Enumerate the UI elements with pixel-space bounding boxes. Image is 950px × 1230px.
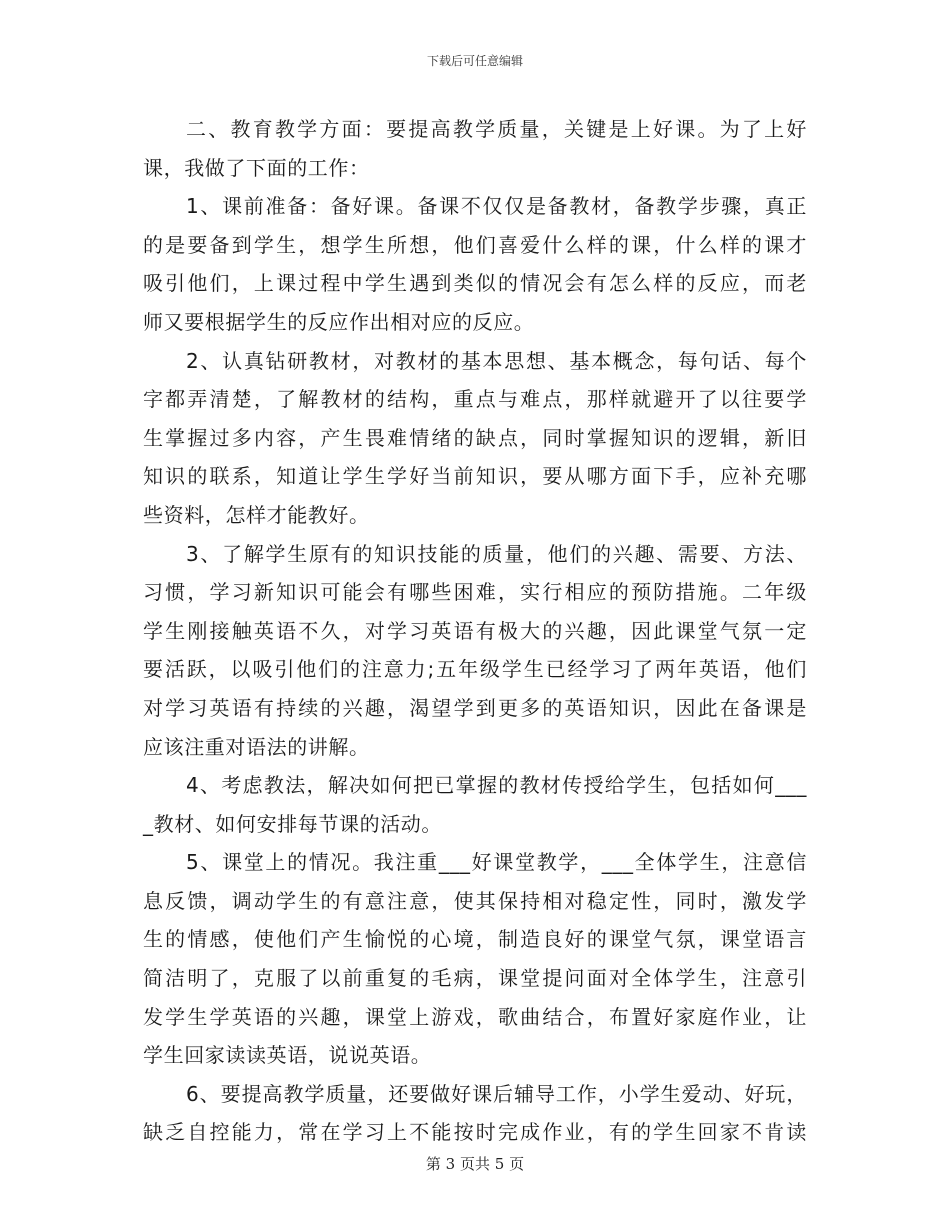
text-line: 应该注重对语法的讲解。 — [143, 734, 370, 759]
text-line: 6、要提高教学质量，还要做好课后辅导工作，小学生爱动、好玩， — [186, 1081, 807, 1106]
text-line: 2、认真钻研教材，对教材的基本思想、基本概念，每句话、每个 — [186, 348, 807, 373]
text-line: 些资料，怎样才能教好。 — [143, 502, 370, 527]
text-line: 1、课前准备：备好课。备课不仅仅是备教材，备教学步骤，真正 — [186, 194, 807, 219]
text-line: 二、教育教学方面：要提高教学质量，关键是上好课。为了上好 — [186, 117, 807, 141]
text-line: 学生刚接触英语不久，对学习英语有极大的兴趣，因此课堂气氛一定 — [143, 618, 807, 643]
text-line: 生的情感，使他们产生愉悦的心境，制造良好的课堂气氛，课堂语言 — [143, 927, 807, 952]
text-line: 要活跃，以吸引他们的注意力;五年级学生已经学习了两年英语，他们 — [143, 657, 807, 682]
text-line: 字都弄清楚，了解教材的结构，重点与难点，那样就避开了以往要学 — [143, 387, 807, 412]
page-header: 下载后可任意编辑 — [426, 54, 523, 68]
text-line: 缺乏自控能力，常在学习上不能按时完成作业，有的学生回家不肯读 — [143, 1120, 807, 1145]
text-line: 生掌握过多内容，产生畏难情绪的缺点，同时掌握知识的逻辑，新旧 — [143, 425, 807, 450]
page-number-footer: 第 3 页共 5 页 — [425, 1155, 525, 1173]
text-line: 3、了解学生原有的知识技能的质量，他们的兴趣、需要、方法、 — [186, 541, 807, 566]
text-line: 学生回家读读英语，说说英语。 — [143, 1043, 432, 1068]
text-line: 简洁明了，克服了以前重复的毛病，课堂提问面对全体学生，注意引 — [143, 966, 807, 991]
text-line: _教材、如何安排每节课的活动。 — [143, 811, 442, 836]
text-line: 5、课堂上的情况。我注重___好课堂教学，___全体学生，注意信 — [186, 850, 807, 875]
text-line: 的是要备到学生，想学生所想，他们喜爱什么样的课，什么样的课才 — [143, 232, 807, 257]
text-line: 发学生学英语的兴趣，课堂上游戏，歌曲结合，布置好家庭作业，让 — [143, 1004, 807, 1029]
document-body — [143, 110, 807, 1152]
text-line: 对学习英语有持续的兴趣，渴望学到更多的英语知识，因此在备课是 — [143, 695, 807, 720]
text-line: 4、考虑教法，解决如何把已掌握的教材传授给学生，包括如何___ — [186, 773, 807, 798]
text-line: 习惯，学习新知识可能会有哪些困难，实行相应的预防措施。二年级 — [143, 580, 807, 605]
text-line: 师又要根据学生的反应作出相对应的反应。 — [143, 309, 535, 334]
text-line: 吸引他们，上课过程中学生遇到类似的情况会有怎么样的反应，而老 — [143, 271, 807, 296]
text-line: 课，我做了下面的工作： — [143, 155, 370, 180]
text-line: 息反馈，调动学生的有意注意，使其保持相对稳定性，同时，激发学 — [143, 888, 807, 913]
text-line: 知识的联系，知道让学生学好当前知识，要从哪方面下手，应补充哪 — [143, 464, 807, 489]
